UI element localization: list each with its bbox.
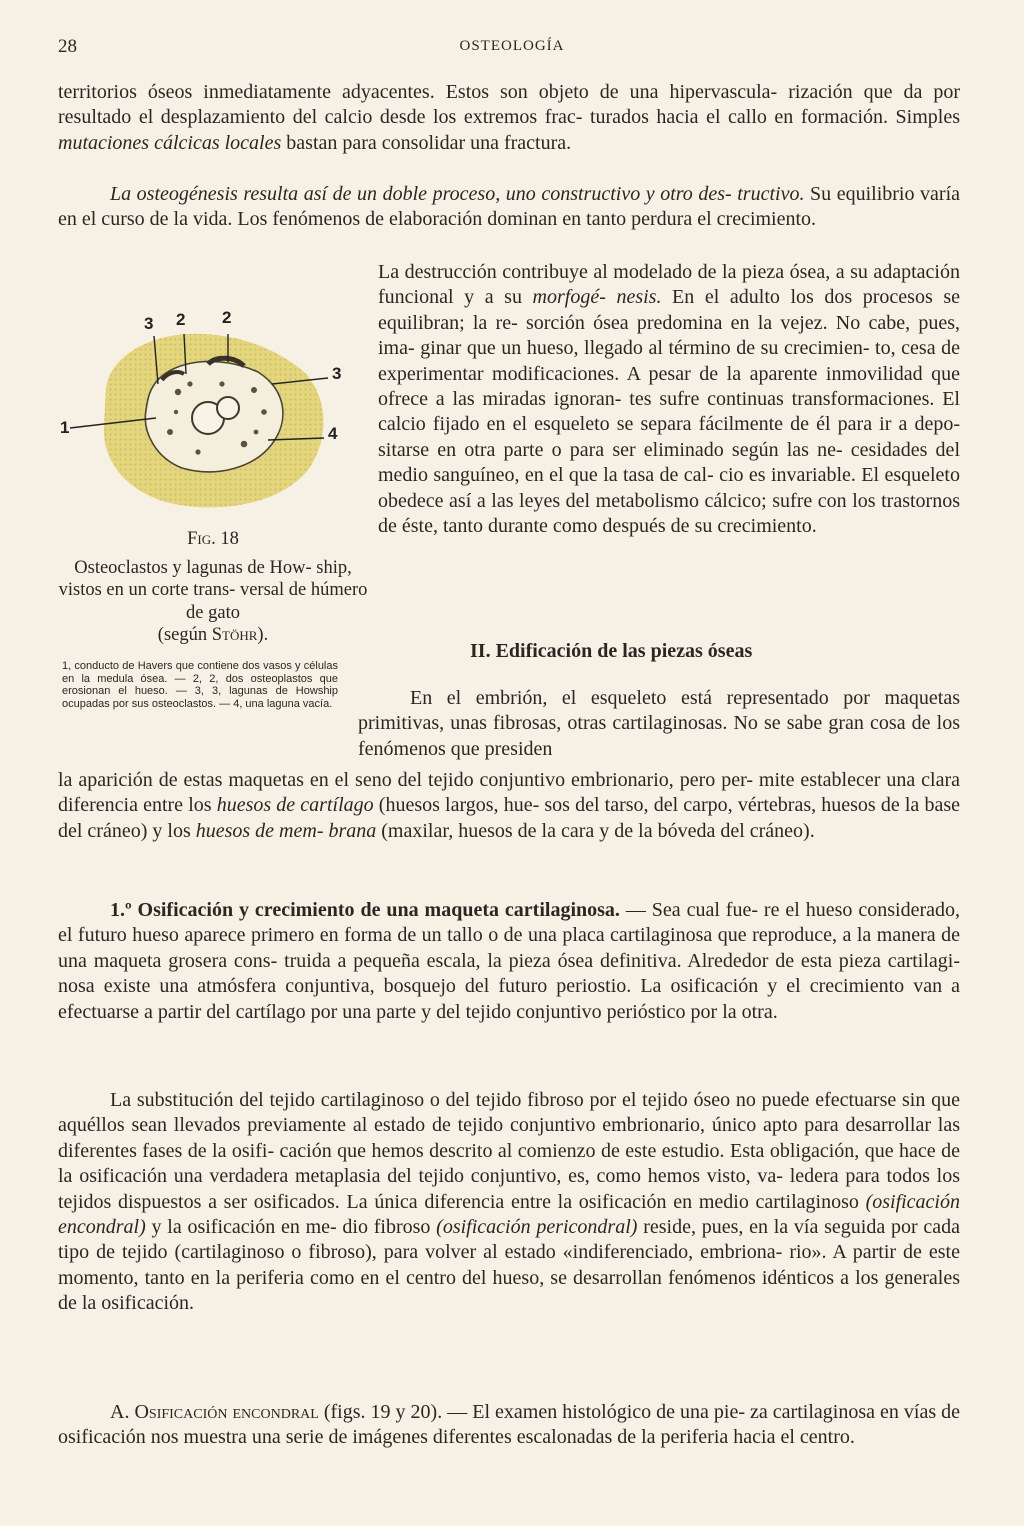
text-run: (figs. 19 y 20). — El examen histológico de una pie- za cartilaginosa en vías de osificación nos muestra una serie de imágenes diferentes escalonadas de la periferia hacia el centro.: [58, 1401, 960, 1449]
emphasis: La osteogénesis resulta así de un doble proceso, uno constructivo y otro des- tructivo.: [110, 183, 805, 205]
figure-label: 2: [176, 310, 186, 329]
paragraph-embryo-full: [58, 768, 960, 844]
paragraph-ossification-1: [58, 898, 960, 1025]
text-run: La substitución del tejido cartilaginoso o del tejido fibroso por el tejido óseo no puede efectuarse sin que aquéllos sean llevados previamente al estado de tejido conjuntivo embrionario, único apto para desarrollar las diferentes fases de la osifi- cación que hemos descrito al comienzo de este estudio. Esta obligación, que hace de la osificación una verdadera metaplasia del tejido conjuntivo, es, como hemos visto, va- ledera para todos los tejidos dispuestos a ser osificados. La única diferencia entre la osificación en medio cartilaginoso: [58, 1089, 960, 1213]
caption-text: [58, 557, 368, 647]
text-run: (huesos largos, hue- sos del tarso, del carpo, vértebras, huesos de la base del cráneo) y los: [58, 794, 960, 842]
page-number: 28: [58, 36, 77, 57]
text-line: territorios óseos inmediatamente adyacentes. Estos son objeto de una hipervascula-: [58, 81, 778, 103]
text-run: reside, pues, en la vía seguida por cada tipo de tejido (cartilaginoso o fibroso), para volver al estado «indiferenciado, embriona- rio». A partir de este momento, tanto en la periferia como en el centro del hueso, se desarrollan fenómenos idénticos a los generales de la osificación.: [58, 1216, 960, 1315]
figure-label: 1: [60, 418, 70, 437]
figure-caption: [58, 528, 368, 647]
emphasis: (osificación pericondral): [436, 1216, 638, 1239]
emphasis: mutaciones cálcicas locales: [58, 131, 282, 154]
caption-source: ).: [257, 625, 269, 645]
caption-main: Osteoclastos y lagunas de How- ship, vistos en un corte trans- versal de húmero de gato: [58, 557, 368, 623]
paragraph-fracture: [58, 80, 960, 156]
text-run: la aparición de estas maquetas en el seno del tejido conjuntivo embrionario, pero per- mite establecer una clara diferencia entre los: [58, 769, 960, 817]
figure-legend: 1, conducto de Havers que contiene dos vasos y células en la medula ósea. — 2, 2, dos osteoplastos que erosionan el hueso. — 3, 3, lagunas de Howship ocupadas por sus osteoclastos. — 4, una laguna vacía.: [62, 660, 338, 710]
figure-label: 3: [144, 314, 154, 333]
bone-section-drawing: [58, 292, 374, 522]
paragraph-right-column: [378, 260, 960, 539]
text-run: — Sea cual fue- re el hueso considerado, el futuro hueso aparece primero en forma de un tallo o de una placa cartilaginosa que reproduce, a la manera de una maqueta grosera cons- truida a pequeña escala, la pieza ósea definitiva. Alrededor de esta pieza cartilagi- nosa existe una atmósfera conjuntiva, bosquejo del futuro periostio. La osificación y el crecimiento van a efectuarse a partir del cartílago por una parte y del tejido conjuntivo perióstico por la otra.: [58, 899, 960, 1023]
figure-18-illustration: [58, 292, 374, 522]
text-line: bastan para consolidar una fractura.: [281, 131, 572, 154]
text-line: rización que da por resultado el desplazamiento del calcio desde los extremos frac-: [58, 81, 961, 129]
figure-label: 3: [332, 364, 342, 383]
paragraph-endochondral: [58, 1400, 960, 1451]
figure-label: 4: [328, 424, 338, 443]
subsection-heading: A. Osificación encondral: [110, 1401, 319, 1423]
text-run: (maxilar, huesos de la cara y de la bóveda del cráneo).: [376, 819, 815, 842]
caption-source: (según: [157, 625, 212, 645]
text-run: Su equilibrio varía en el curso de la vida. Los fenómenos de elaboración dominan en tanto perdura el crecimiento.: [58, 183, 960, 231]
figure-label: 2: [222, 308, 232, 327]
emphasis: huesos de mem- brana: [195, 819, 377, 842]
section-heading: II. Edificación de las piezas óseas: [470, 640, 753, 662]
emphasis: (osificación encondral): [58, 1190, 960, 1239]
caption-author: Stöhr: [211, 625, 258, 645]
text-line: turados hacia el callo en formación. Simples: [589, 106, 960, 129]
paragraph-embryo-right: En el embrión, el esqueleto está representado por maquetas primitivas, unas fibrosas, otras cartilaginosas. No se sabe gran cosa de los fenómenos que presiden: [358, 687, 960, 760]
subsection-heading: 1.º Osificación y crecimiento de una maqueta cartilaginosa.: [110, 899, 620, 921]
emphasis: morfogé- nesis.: [532, 286, 662, 309]
running-title: OSTEOLOGÍA: [459, 38, 565, 54]
figure-number: Fig. 18: [187, 529, 239, 549]
paragraph-substitution: [58, 1088, 960, 1317]
paragraph-osteogenesis: [58, 182, 960, 233]
text-run: En el adulto los dos procesos se equilibran; la re- sorción ósea predomina en la vejez. No cabe, pues, ima- ginar que un hueso, llegado al término de su crecimien- to, cesa de experimentar modificaciones. A pesar de la aparente inmovilidad que ofrece a las miradas ignoran- tes sufre continuas transformaciones. El calcio fijado en el esqueleto se separa fácilmente de él para ir a depo- sitarse en otra parte o para ser eliminado según las ne- cesidades del medio sanguíneo, en el que la tasa de cal- cio es invariable. El esqueleto obedece así a las leyes del metabolismo cálcico; sufre con los trastornos de éste, tanto durante como después de su crecimiento.: [378, 286, 961, 538]
text-run: La destrucción contribuye al modelado de la pieza ósea, a su adaptación funcional y a su: [378, 261, 960, 309]
emphasis: huesos de cartílago: [216, 794, 374, 817]
text-run: y la osificación en me- dio fibroso: [145, 1216, 437, 1239]
